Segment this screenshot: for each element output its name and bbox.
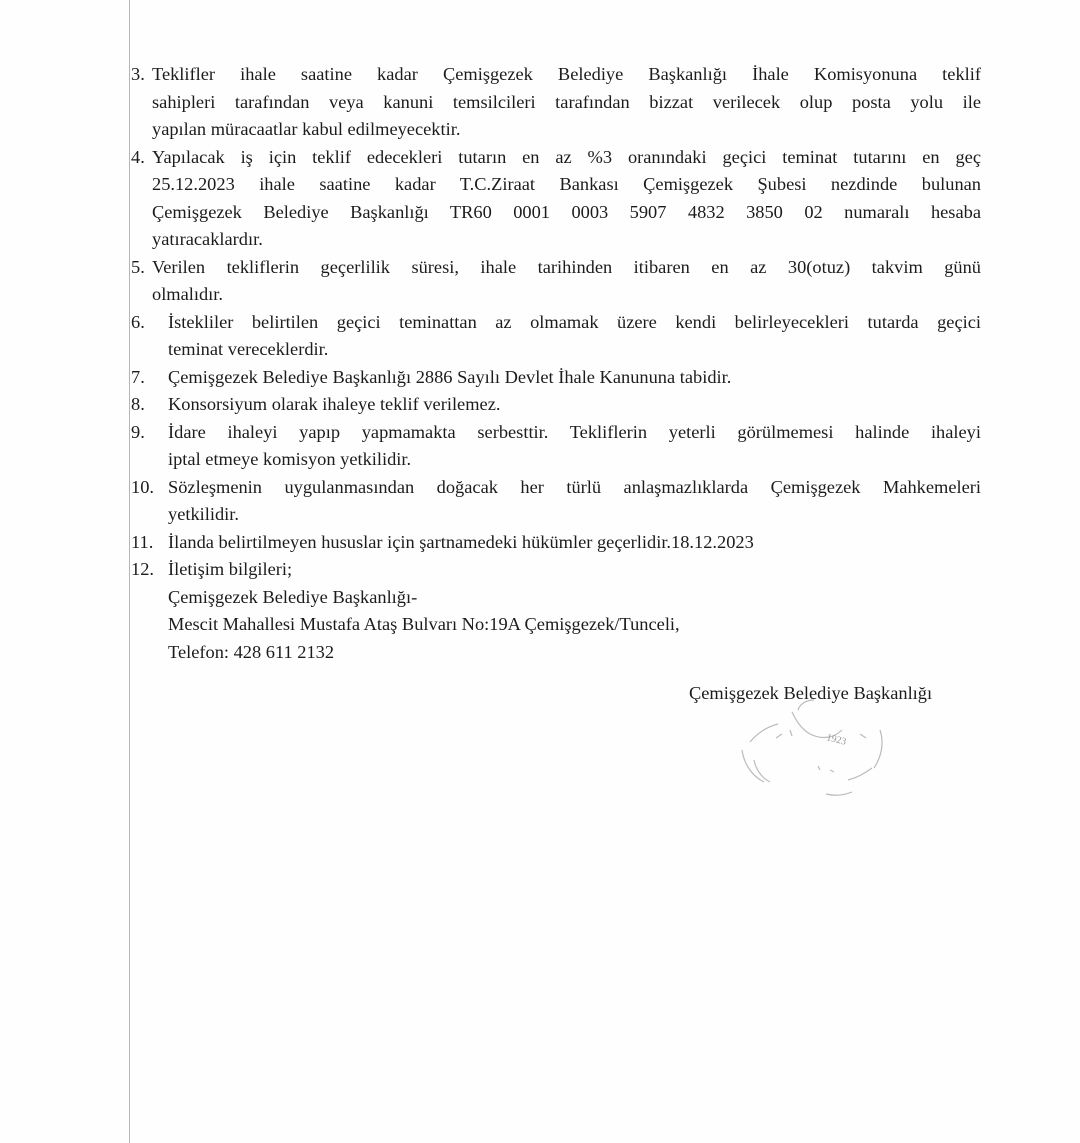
list-item-9 — [131, 419, 981, 474]
signature-block: Çemişgezek Belediye Başkanlığı — [689, 683, 933, 703]
page-edge-line — [129, 0, 130, 1143]
list-item-11 — [131, 529, 981, 557]
contact-block — [131, 584, 981, 667]
stamp-seal — [730, 690, 900, 810]
list-item-6 — [131, 309, 981, 364]
item-line: Konsorsiyum olarak ihaleye teklif verilemez. — [168, 394, 501, 414]
list-item-12 — [131, 556, 981, 584]
item-number: 9. — [131, 421, 145, 442]
item-line: olmalıdır. — [152, 284, 224, 304]
item-line: Çemişgezek Belediye Başkanlığı 2886 Sayılı Devlet İhale Kanununa tabidir. — [168, 366, 732, 387]
item-number: 12. — [131, 559, 154, 579]
item-number: 6. — [131, 311, 145, 332]
conditions-list — [131, 61, 981, 666]
contact-organization: Çemişgezek Belediye Başkanlığı- — [168, 586, 418, 607]
stamp-text: 1923 — [825, 732, 848, 748]
contact-address: Mescit Mahallesi Mustafa Ataş Bulvarı No:19A Çemişgezek/Tunceli, — [168, 614, 680, 634]
item-line: Yapılacak iş için teklif edecekleri tutarın en az %3 oranındaki geçici teminat tutarını en geç — [152, 146, 981, 167]
list-item-7 — [131, 364, 981, 392]
item-line: 25.12.2023 ihale saatine kadar T.C.Ziraat Bankası Çemişgezek Şubesi nezdinde bulunan — [152, 174, 981, 194]
item-number: 8. — [131, 394, 145, 414]
list-item-4 — [131, 144, 981, 254]
item-line: Sözleşmenin uygulanmasından doğacak her türlü anlaşmazlıklarda Çemişgezek Mahkemeleri — [168, 476, 981, 497]
item-number: 4. — [131, 146, 145, 167]
item-line: yapılan müracaatlar kabul edilmeyecektir. — [152, 119, 461, 139]
list-item-10 — [131, 474, 981, 529]
item-line: İstekliler belirtilen geçici teminattan az olmamak üzere kendi belirleyecekleri tutarda geçici — [168, 311, 981, 332]
item-line: teminat vereceklerdir. — [168, 339, 329, 359]
item-line: İlanda belirtilmeyen hususlar için şartnamedeki hükümler geçerlidir.18.12.2023 — [168, 531, 754, 552]
item-line: İletişim bilgileri; — [168, 559, 293, 579]
item-number: 7. — [131, 366, 145, 387]
item-line: iptal etmeye komisyon yetkilidir. — [168, 449, 412, 469]
item-line: sahipleri tarafından veya kanuni temsilcileri tarafından bizzat verilecek olup posta yolu ile — [152, 91, 981, 112]
item-line: Teklifler ihale saatine kadar Çemişgezek Belediye Başkanlığı İhale Komisyonuna teklif — [152, 64, 981, 84]
item-line: Verilen tekliflerin geçerlilik süresi, ihale tarihinden itibaren en az 30(otuz) takvim günü — [152, 256, 981, 277]
item-number: 10. — [131, 476, 154, 497]
item-line: İdare ihaleyi yapıp yapmamakta serbesttir. Tekliflerin yeterli görülmemesi halinde ihaleyi — [168, 421, 981, 442]
item-line: yatıracaklardır. — [152, 229, 263, 249]
item-line: Çemişgezek Belediye Başkanlığı TR60 0001 0003 5907 4832 3850 02 numaralı hesaba — [152, 201, 981, 222]
list-item-5 — [131, 254, 981, 309]
list-item-8 — [131, 391, 981, 419]
item-line: yetkilidir. — [168, 504, 240, 524]
contact-phone: Telefon: 428 611 2132 — [168, 641, 335, 662]
item-number: 3. — [131, 64, 145, 84]
item-number: 11. — [131, 531, 154, 552]
item-number: 5. — [131, 256, 145, 277]
list-item-3 — [131, 61, 981, 144]
